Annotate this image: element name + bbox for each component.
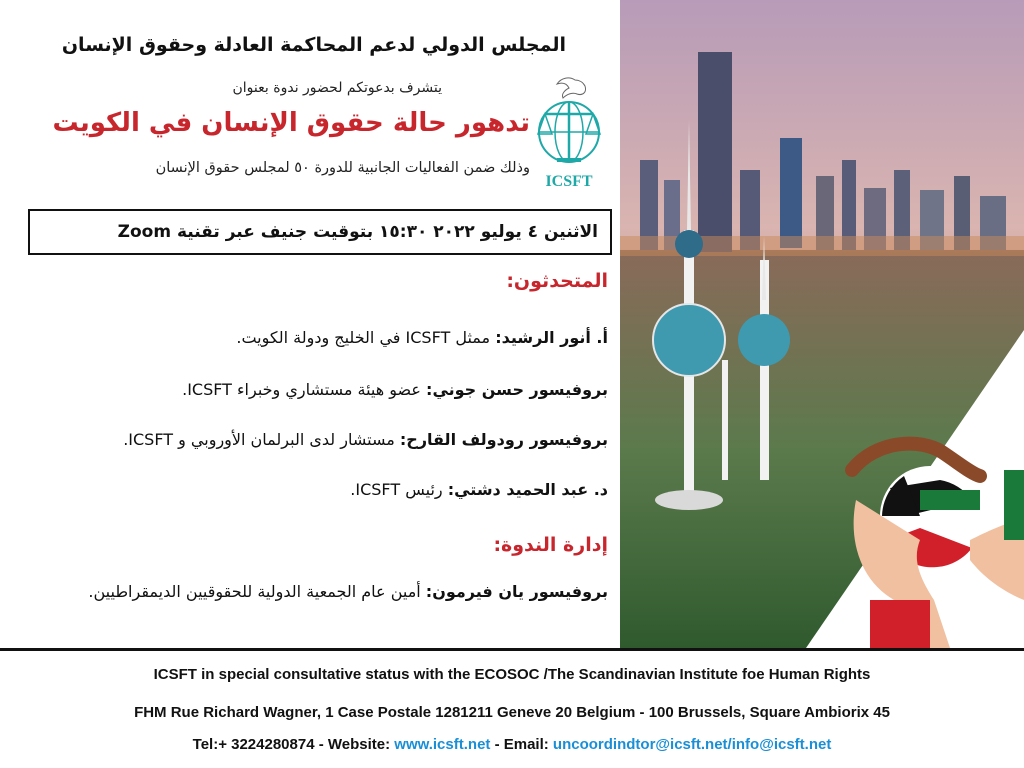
footer-tel: Tel:+ 3224280874 - Website:	[192, 736, 395, 753]
speaker-role: عضو هيئة مستشاري وخبراء ICSFT.	[182, 380, 427, 399]
speaker-name: بروفيسور رودولف القارح:	[399, 430, 608, 449]
speaker-item	[350, 480, 608, 499]
organization-name: المجلس الدولي لدعم المحاكمة العادلة وحقوق الإنسان	[61, 34, 566, 56]
footer-email-label: - Email:	[490, 736, 553, 753]
speakers-heading: المتحدثون:	[506, 270, 608, 292]
moderation-heading: إدارة الندوة:	[493, 534, 608, 556]
icsft-logo	[525, 66, 613, 196]
speaker-name: أ. أنور الرشيد:	[495, 328, 608, 347]
footer-contact-line	[0, 736, 1024, 753]
kuwait-towers-photo	[620, 0, 1024, 648]
kuwait-skyline-illustration	[620, 0, 1024, 648]
speaker-name: د. عبد الحميد دشتي:	[447, 480, 608, 499]
speaker-role: ممثل ICSFT في الخليج ودولة الكويت.	[236, 328, 496, 347]
invitation-line: يتشرف بدعوتكم لحضور ندوة بعنوان	[232, 80, 442, 96]
speaker-role: رئيس ICSFT.	[350, 480, 448, 499]
footer-status-line: ICSFT in special consultative status with the ECOSOC /The Scandinavian Institute foe Human Rights	[153, 666, 871, 683]
scales-of-justice-icon	[525, 66, 613, 196]
seminar-title: تدهور حالة حقوق الإنسان في الكويت	[52, 108, 530, 138]
speaker-name: بروفيسور حسن جوني:	[426, 380, 608, 399]
footer-divider	[0, 648, 1024, 651]
logo-wordmark: ICSFT	[545, 173, 593, 190]
email-link[interactable]: uncoordindtor@icsft.net/info@icsft.net	[552, 736, 832, 753]
website-link[interactable]: www.icsft.net	[394, 736, 491, 753]
moderator-role: أمين عام الجمعية الدولية للحقوقيين الديمقراطيين.	[88, 582, 426, 601]
seminar-context: وذلك ضمن الفعاليات الجانبية للدورة ٥٠ لمجلس حقوق الإنسان	[155, 160, 530, 176]
speaker-item	[236, 328, 608, 347]
speaker-item	[123, 430, 608, 449]
event-datetime-box	[28, 209, 612, 255]
speaker-item	[182, 380, 608, 399]
footer-address-line: FHM Rue Richard Wagner, 1 Case Postale 1281211 Geneve 20 Belgium - 100 Brussels, Square Ambiorix 45	[134, 704, 890, 721]
event-datetime: الاثنين ٤ يوليو ٢٠٢٢ ١٥:٣٠ بتوقيت جنيف عبر تقنية Zoom	[117, 222, 598, 242]
moderator-item	[28, 580, 608, 604]
speaker-role: مستشار لدى البرلمان الأوروبي و ICSFT.	[123, 430, 400, 449]
moderator-name: بروفيسور يان فيرمون:	[425, 582, 608, 601]
